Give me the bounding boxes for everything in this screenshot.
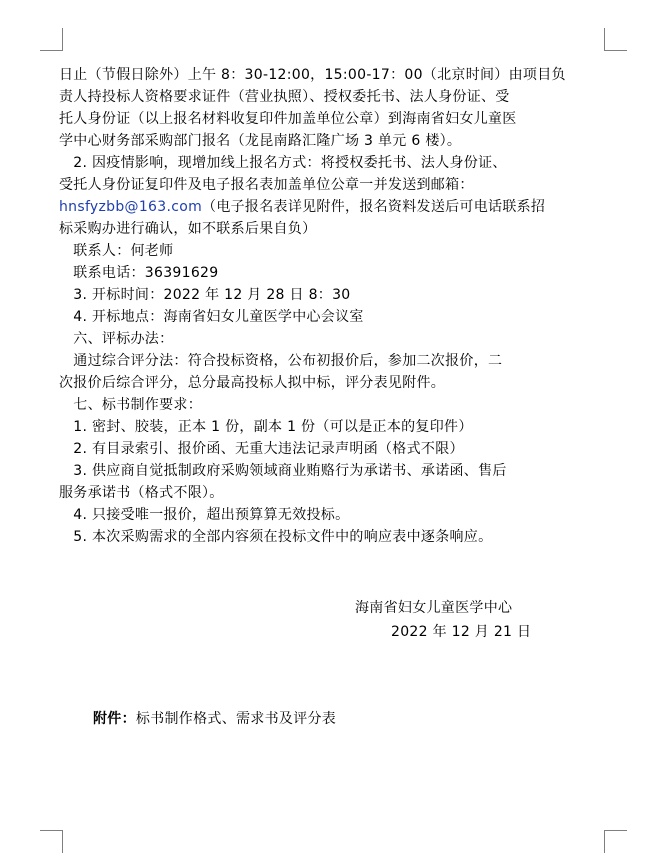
text-line: 服务承诺书（格式不限）。	[59, 485, 224, 501]
text-line: 学中心财务部采购部门报名（龙昆南路汇隆广场 3 单元 6 楼）。	[59, 133, 462, 149]
text-line: 标采购办进行确认，如不联系后果自负）	[59, 221, 317, 237]
crop-mark-bottom-right	[604, 830, 627, 853]
text-line: 3. 开标时间：2022 年 12 月 28 日 8：30	[59, 287, 351, 303]
text-line: 责人持投标人资格要求证件（营业执照）、授权委托书、法人身份证、受	[59, 89, 510, 105]
text-line: 4. 开标地点：海南省妇女儿童医学中心会议室	[59, 309, 364, 325]
attachment-label: 附件：	[93, 711, 136, 727]
text-line: 2. 有目录索引、报价函、无重大违法记录声明函（格式不限）	[59, 441, 464, 457]
text-line: 七、标书制作要求：	[59, 397, 202, 413]
signoff-organization: 海南省妇女儿童医学中心	[355, 600, 513, 616]
body-text	[59, 64, 607, 548]
text-line-email	[59, 196, 607, 218]
text-line: 4. 只接受唯一报价，超出预算算无效投标。	[59, 507, 350, 523]
text-line: 5. 本次采购需求的全部内容须在投标文件中的响应表中逐条响应。	[59, 529, 493, 545]
text-segment: （电子报名表详见附件，报名资料发送后可电话联系招	[202, 199, 546, 215]
text-line: 2. 因疫情影响，现增加线上报名方式：将授权委托书、法人身份证、	[59, 155, 507, 171]
text-line: 次报价后综合评分，总分最高投标人拟中标，评分表见附件。	[59, 375, 446, 391]
text-line: 六、评标办法：	[59, 331, 174, 347]
signoff-date: 2022 年 12 月 21 日	[391, 624, 532, 640]
crop-mark-bottom-left	[40, 830, 63, 853]
text-line: 日止（节假日除外）上午 8：30-12:00，15:00-17：00（北京时间）由项目负	[59, 67, 566, 83]
crop-mark-top-right	[604, 28, 627, 51]
text-line: 通过综合评分法：符合投标资格，公布初报价后，参加二次报价，二	[59, 353, 503, 369]
attachment-line	[93, 708, 336, 730]
crop-mark-top-left	[40, 28, 63, 51]
text-line: 托人身份证（以上报名材料收复印件加盖单位公章）到海南省妇女儿童医	[59, 111, 517, 127]
email-link[interactable]: hnsfyzbb@163.com	[59, 199, 203, 215]
text-line: 1. 密封、胶装，正本 1 份，副本 1 份（可以是正本的复印件）	[59, 419, 473, 435]
text-line: 受托人身份证复印件及电子报名表加盖单位公章一并发送到邮箱：	[59, 177, 474, 193]
text-line: 3. 供应商自觉抵制政府采购领域商业贿赂行为承诺书、承诺函、售后	[59, 463, 507, 479]
attachment-text: 标书制作格式、需求书及评分表	[135, 711, 337, 727]
text-line: 联系电话：36391629	[59, 265, 219, 281]
text-line: 联系人：何老师	[59, 243, 174, 259]
